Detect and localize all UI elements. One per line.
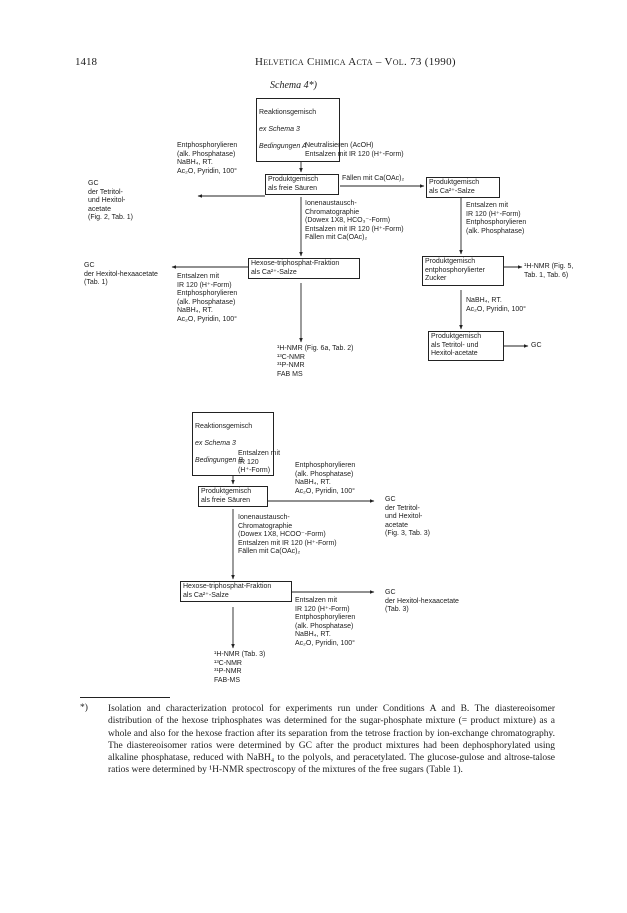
- s2-desalt-operations: Entsalzen mit IR 120 (H⁺-Form): [238, 450, 281, 474]
- footnote-text: Isolation and characterization protocol for experiments run under Conditions A and B. The diastereoisomer distribution of the hexose triphosphates was determined for the sugar-phosphate mixture (= product mixture) as a whole and also for the hexose fraction after its separation from the tetrose fraction by ion-exchange chromatography. The diastereoisomer ratios were determined by GC after the product mixtures had been dephosphorylated using alkaline phosphatase, reduced with NaBH₄ to the polyols, and peracetylated. The glucose-gulose and altrose-talose ratios were determined by ¹H-NMR spectroscopy of the mixtures of the free sugars (Table 1).: [108, 704, 555, 776]
- box-s1-line-2: ex Schema 3: [259, 125, 300, 133]
- s1-center-operations: Neutralisieren (AcOH) Entsalzen mit IR 120 (H⁺-Form): [305, 142, 404, 158]
- s1-precipitation-label: Fällen mit Ca(OAc)₂: [342, 175, 405, 182]
- scheme-title: Schema 4*): [270, 80, 317, 91]
- footnote-mark: *): [80, 703, 88, 713]
- box-s1-ca-salts: Produktgemisch als Ca²⁺-Salze: [426, 177, 500, 198]
- s1-nmr-list: ¹H-NMR (Fig. 6a, Tab. 2) ¹³C-NMR ³¹P-NMR FAB MS: [277, 345, 354, 378]
- s2-gc-right: GC der Tetritol- und Hexitol- acetate (Fig. 3, Tab. 3): [385, 496, 431, 537]
- s2-ion-exchange-operations: Ionenaustausch- Chromatographie (Dowex 1X8, HCOO⁻-Form) Entsalzen mit IR 120 (H⁺-Form) Fällen mit Ca(OAc)₂: [238, 514, 337, 555]
- s1-desalt-operations: Entsalzen mit IR 120 (H⁺-Form) Entphosphorylieren (alk. Phosphatase) NaBH₄, RT. Ac₂O, Pyridin, 100°: [177, 273, 238, 323]
- s2-right-operations: Entphosphorylieren (alk. Phosphatase) NaBH₄, RT. Ac₂O, Pyridin, 100°: [295, 462, 356, 495]
- box-s2-free-acids: Produktgemisch als freie Säuren: [198, 486, 268, 507]
- footnote-rule: [80, 697, 170, 698]
- box-s2-line-2: ex Schema 3: [195, 439, 236, 447]
- box-s1-hexose-fraction: Hexose-triphosphat-Fraktion als Ca²⁺-Salze: [248, 258, 360, 279]
- box-s1-acetates: Produktgemisch als Tetritol- und Hexitol-acetate: [428, 331, 504, 361]
- page-number: 1418: [75, 56, 97, 68]
- box-s1-line-1: Reaktionsgemisch: [259, 108, 317, 116]
- box-s2-hexose-fraction: Hexose-triphosphat-Fraktion als Ca²⁺-Salze: [180, 581, 292, 602]
- s2-nmr-list: ¹H-NMR (Tab. 3) ¹³C-NMR ³¹P-NMR FAB-MS: [214, 651, 266, 684]
- box-s2-line-3: Bedingungen B: [195, 456, 243, 464]
- s1-gc-left: GC der Tetritol- und Hexitol- acetate (Fig. 2, Tab. 1): [88, 180, 134, 221]
- s1-gc-end: GC: [531, 342, 542, 349]
- s1-gc-hexitol: GC der Hexitol-hexaacetate (Tab. 1): [84, 262, 158, 286]
- s2-gc-hexitol: GC der Hexitol-hexaacetate (Tab. 3): [385, 589, 459, 613]
- box-s1-line-3: Bedingungen A: [259, 142, 307, 150]
- s1-left-operations: Entphosphorylieren (alk. Phosphatase) NaBH₄, RT. Ac₂O, Pyridin, 100°: [177, 142, 238, 175]
- s1-right-operations: Entsalzen mit IR 120 (H⁺-Form) Entphosphorylieren (alk. Phosphatase): [466, 202, 527, 235]
- box-s1-dephosphorylated-sugars: Produktgemisch entphosphorylierter Zucker: [422, 256, 504, 286]
- s1-ion-exchange-operations: Ionenaustausch- Chromatographie (Dowex 1X8, HCO₃⁻-Form) Entsalzen mit IR 120 (H⁺-Form) Fällen mit Ca(OAc)₂: [305, 200, 404, 241]
- s1-nmr-right: ¹H-NMR (Fig. 5, Tab. 1, Tab. 6): [524, 263, 574, 279]
- s2-desalt-operations-2: Entsalzen mit IR 120 (H⁺-Form) Entphosphorylieren (alk. Phosphatase) NaBH₄, RT. Ac₂O, Pyridin, 100°: [295, 597, 356, 647]
- box-s1-free-acids: Produktgemisch als freie Säuren: [265, 174, 339, 195]
- box-s2-line-1: Reaktionsgemisch: [195, 422, 253, 430]
- s1-reduction-operations: NaBH₄, RT. Ac₂O, Pyridin, 100°: [466, 297, 526, 313]
- journal-title: Helvetica Chimica Acta – Vol. 73 (1990): [255, 56, 456, 68]
